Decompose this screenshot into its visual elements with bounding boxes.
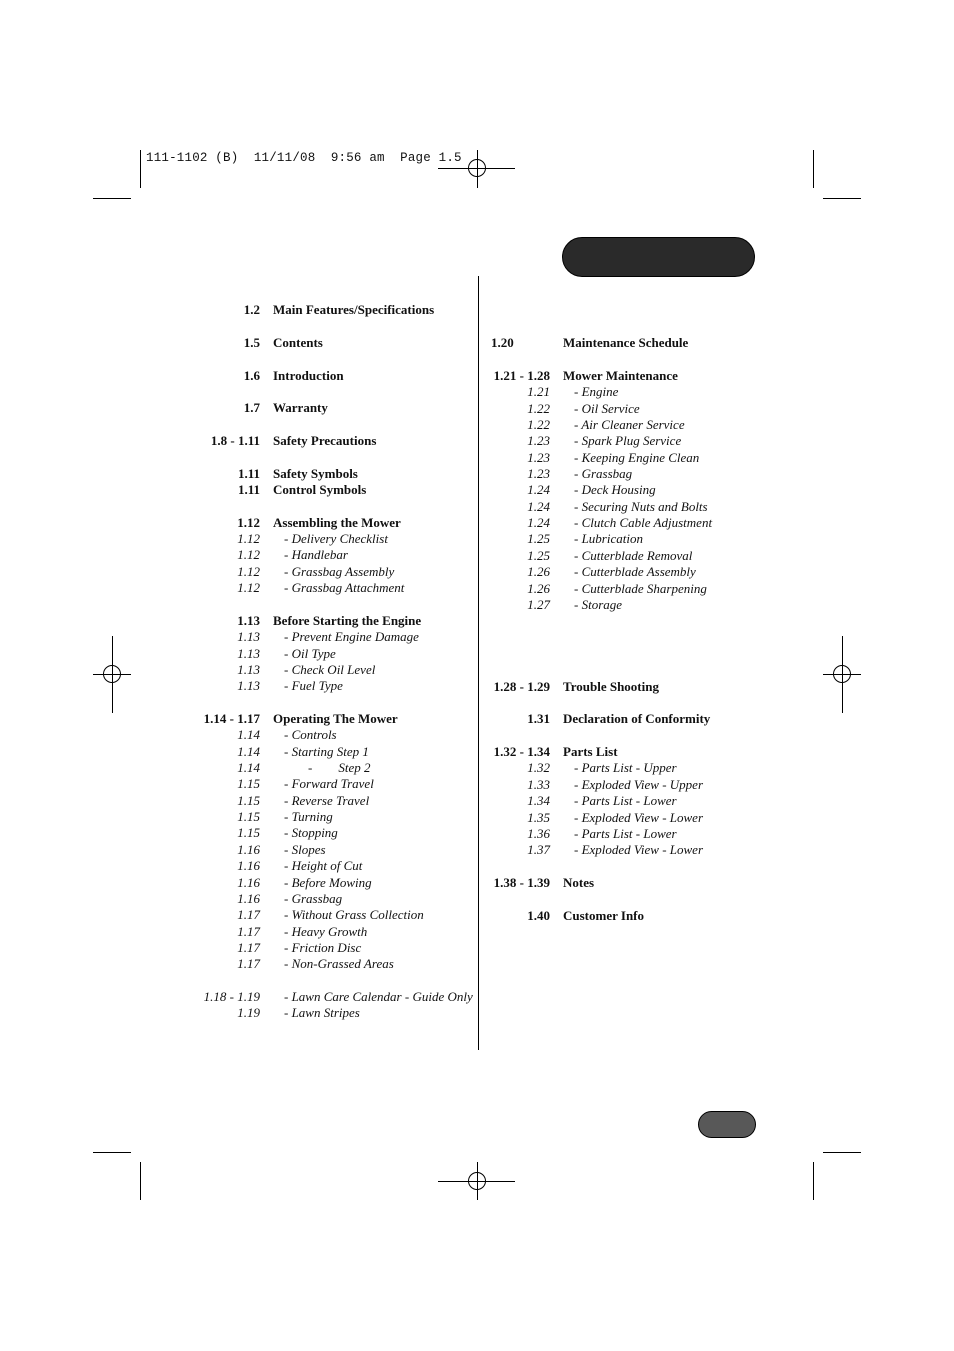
toc-page-number: 1.22 (527, 417, 550, 432)
toc-subsection-title: - Starting Step 1 (284, 744, 369, 759)
toc-subsection-title: - Parts List - Lower (574, 793, 677, 808)
toc-page-number: 1.38 - 1.39 (493, 875, 550, 890)
toc-subsection-title: - Lawn Care Calendar - Guide Only (284, 989, 473, 1004)
toc-page-number: 1.13 (237, 646, 260, 661)
toc-page-number: 1.24 (527, 499, 550, 514)
crop-mark (813, 150, 814, 188)
toc-page-number: 1.37 (527, 842, 550, 857)
toc-section-title: Notes (563, 875, 595, 890)
toc-subsection-title: - Oil Service (574, 401, 640, 416)
toc-page-number: 1.17 (237, 924, 260, 939)
crop-mark (823, 1152, 861, 1153)
toc-page-number: 1.16 (237, 842, 260, 857)
toc-page-number: 1.33 (527, 777, 550, 792)
toc-page-number: 1.5 (243, 335, 260, 350)
toc-subsection-title: - Non-Grassed Areas (284, 956, 394, 971)
crop-mark (823, 198, 861, 199)
toc-page-number: 1.35 (527, 810, 550, 825)
toc-subsection-title: - Grassbag (284, 891, 343, 906)
toc-subsection-title: - Engine (574, 384, 619, 399)
toc-page-number: 1.15 (237, 793, 260, 808)
toc-section-title: Main Features/Specifications (273, 302, 435, 317)
page-number-badge (698, 1111, 756, 1138)
toc-page-number: 1.14 (237, 727, 260, 742)
toc-page-number: 1.20 (491, 335, 514, 350)
registration-target-icon (468, 1172, 486, 1190)
toc-page-number: 1.7 (243, 400, 260, 415)
toc-page-number: 1.32 (527, 760, 550, 775)
toc-page-number: 1.19 (237, 1005, 260, 1020)
toc-subsection-title: - Slopes (284, 842, 326, 857)
toc-page-number: 1.23 (527, 450, 550, 465)
toc-page-number: 1.25 (527, 548, 550, 563)
toc-section-title: Declaration of Conformity (563, 711, 711, 726)
toc-subsection-title: - Check Oil Level (284, 662, 376, 677)
toc-subsection-title: - Prevent Engine Damage (284, 629, 419, 644)
toc-subsection-title: - Stopping (284, 825, 338, 840)
toc-page-number: 1.34 (527, 793, 550, 808)
registration-target-icon (833, 665, 851, 683)
toc-subsection-title: - Controls (284, 727, 337, 742)
registration-target-icon (468, 159, 486, 177)
toc-subsection-title: - Heavy Growth (284, 924, 368, 939)
toc-section-title: Assembling the Mower (273, 515, 401, 530)
toc-page-number: 1.32 - 1.34 (493, 744, 550, 759)
toc-subsection-title: - Friction Disc (284, 940, 362, 955)
toc-page-number: 1.15 (237, 809, 260, 824)
toc-page-number: 1.14 (237, 744, 260, 759)
toc-subsection-title: - Grassbag Attachment (284, 580, 405, 595)
toc-section-title: Contents (273, 335, 323, 350)
toc-page-number: 1.14 (237, 760, 260, 775)
toc-subsection-title: - Before Mowing (284, 875, 372, 890)
toc-subsection-title: - Step 2 (308, 760, 371, 775)
toc-page-number: 1.23 (527, 466, 550, 481)
toc-page-number: 1.15 (237, 776, 260, 791)
toc-page-number: 1.16 (237, 858, 260, 873)
toc-subsection-title: - Handlebar (284, 547, 348, 562)
toc-page-number: 1.17 (237, 940, 260, 955)
column-divider (478, 276, 479, 1050)
toc-section-title: Introduction (273, 368, 344, 383)
toc-page-number: 1.12 (237, 531, 260, 546)
toc-subsection-title: - Lawn Stripes (284, 1005, 360, 1020)
crop-mark (93, 1152, 131, 1153)
toc-subsection-title: - Clutch Cable Adjustment (574, 515, 713, 530)
toc-section-title: Control Symbols (273, 482, 367, 497)
toc-subsection-title: - Securing Nuts and Bolts (574, 499, 708, 514)
crop-mark (140, 1162, 141, 1200)
toc-page-number: 1.12 (237, 580, 260, 595)
toc-subsection-title: - Parts List - Upper (574, 760, 677, 775)
toc-page-number: 1.13 (237, 613, 260, 628)
toc-page-number: 1.23 (527, 433, 550, 448)
toc-section-title: Trouble Shooting (563, 679, 659, 694)
crop-mark (140, 150, 141, 188)
toc-subsection-title: - Cutterblade Assembly (574, 564, 696, 579)
toc-page-number: 1.11 (237, 482, 260, 497)
toc-page-number: 1.13 (237, 662, 260, 677)
toc-subsection-title: - Keeping Engine Clean (574, 450, 700, 465)
toc-subsection-title: - Exploded View - Lower (574, 842, 704, 857)
toc-page-number: 1.12 (237, 547, 260, 562)
toc-subsection-title: - Grassbag Assembly (284, 564, 395, 579)
toc-subsection-title: - Cutterblade Sharpening (574, 581, 707, 596)
toc-page-number: 1.6 (243, 368, 260, 383)
toc-page-number: 1.40 (527, 908, 550, 923)
toc-page-number: 1.12 (237, 564, 260, 579)
toc-section-title: Before Starting the Engine (273, 613, 422, 628)
toc-section-title: Maintenance Schedule (563, 335, 689, 350)
toc-page-number: 1.24 (527, 482, 550, 497)
toc-subsection-title: - Forward Travel (284, 776, 374, 791)
crop-mark (813, 1162, 814, 1200)
print-header: 111-1102 (B) 11/11/08 9:56 am Page 1.5 (146, 151, 462, 165)
toc-page-number: 1.18 - 1.19 (203, 989, 260, 1004)
toc-page-number: 1.11 (237, 466, 260, 481)
toc-subsection-title: - Without Grass Collection (284, 907, 424, 922)
toc-page-number: 1.25 (527, 531, 550, 546)
toc-page-number: 1.26 (527, 581, 550, 596)
toc-subsection-title: - Oil Type (284, 646, 336, 661)
toc-subsection-title: - Grassbag (574, 466, 633, 481)
registration-target-icon (103, 665, 121, 683)
toc-section-title: Mower Maintenance (563, 368, 678, 383)
toc-section-title: Safety Precautions (273, 433, 377, 448)
section-tab-banner (562, 237, 755, 277)
toc-subsection-title: - Storage (574, 597, 623, 612)
toc-section-title: Safety Symbols (273, 466, 358, 481)
toc-page-number: 1.12 (237, 515, 260, 530)
toc-subsection-title: - Delivery Checklist (284, 531, 388, 546)
toc-page-number: 1.26 (527, 564, 550, 579)
toc-page-number: 1.31 (527, 711, 550, 726)
toc-page-number: 1.15 (237, 825, 260, 840)
toc-subsection-title: - Turning (284, 809, 333, 824)
toc-page-number: 1.27 (527, 597, 550, 612)
toc-subsection-title: - Deck Housing (574, 482, 656, 497)
toc-subsection-title: - Exploded View - Upper (574, 777, 703, 792)
toc-subsection-title: - Fuel Type (284, 678, 343, 693)
toc-page-number: 1.16 (237, 875, 260, 890)
toc-section-title: Operating The Mower (273, 711, 398, 726)
toc-page-number: 1.2 (243, 302, 260, 317)
toc-page-number: 1.36 (527, 826, 550, 841)
toc-page-number: 1.28 - 1.29 (493, 679, 550, 694)
toc-page-number: 1.13 (237, 678, 260, 693)
toc-subsection-title: - Parts List - Lower (574, 826, 677, 841)
toc-page-number: 1.16 (237, 891, 260, 906)
toc-page-number: 1.14 - 1.17 (203, 711, 260, 726)
toc-subsection-title: - Air Cleaner Service (574, 417, 685, 432)
crop-mark (93, 198, 131, 199)
toc-page-number: 1.22 (527, 401, 550, 416)
toc-subsection-title: - Height of Cut (284, 858, 363, 873)
toc-section-title: Parts List (563, 744, 618, 759)
toc-page-number: 1.24 (527, 515, 550, 530)
toc-page-number: 1.8 - 1.11 (210, 433, 260, 448)
toc-subsection-title: - Spark Plug Service (574, 433, 682, 448)
toc-page-number: 1.17 (237, 956, 260, 971)
toc-section-title: Warranty (273, 400, 328, 415)
toc-page-number: 1.21 (527, 384, 550, 399)
toc-subsection-title: - Reverse Travel (284, 793, 370, 808)
toc-section-title: Customer Info (563, 908, 645, 923)
toc-page-number: 1.17 (237, 907, 260, 922)
toc-subsection-title: - Lubrication (574, 531, 643, 546)
toc-page-number: 1.13 (237, 629, 260, 644)
toc-subsection-title: - Cutterblade Removal (574, 548, 693, 563)
toc-subsection-title: - Exploded View - Lower (574, 810, 704, 825)
toc-page-number: 1.21 - 1.28 (493, 368, 550, 383)
